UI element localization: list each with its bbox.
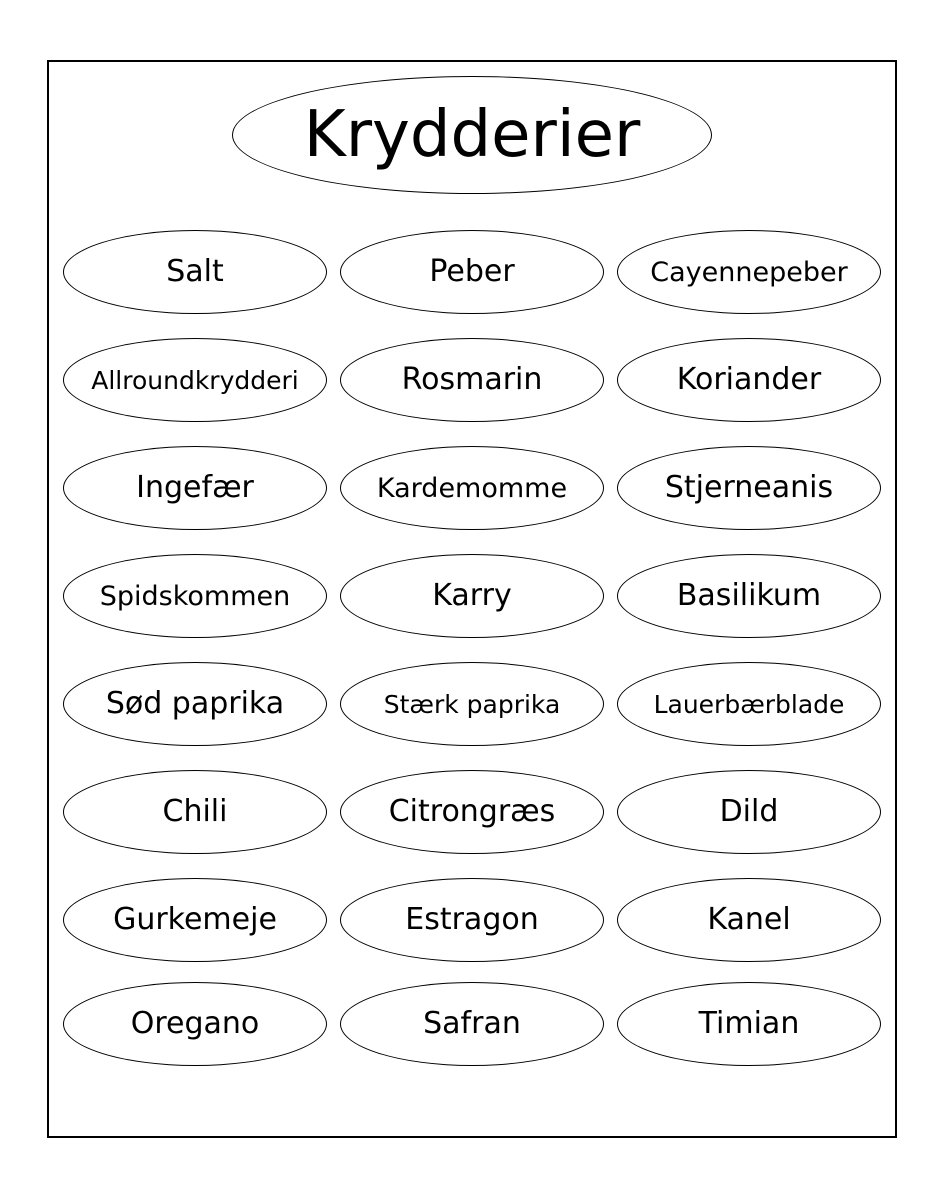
spice-label-oregano: [63, 982, 327, 1066]
spice-label-text: Peber: [429, 254, 515, 289]
spice-label-koriander: [617, 338, 881, 422]
spice-label-text: Chili: [162, 794, 228, 829]
spice-label-kardemomme: [340, 446, 604, 530]
spice-label-text: Estragon: [405, 902, 539, 937]
spice-label-sheet: [47, 60, 897, 1138]
spice-label-rosmarin: [340, 338, 604, 422]
spice-label-text: Citrongræs: [388, 794, 556, 829]
spice-label-basilikum: [617, 554, 881, 638]
spice-label-text: Spidskommen: [99, 580, 291, 612]
spice-label-chili: [63, 770, 327, 854]
page-title: Krydderier: [303, 98, 641, 172]
spice-label-text: Sød paprika: [105, 686, 285, 721]
spice-label-timian: [617, 982, 881, 1066]
spice-label-text: Karry: [432, 578, 512, 613]
spice-label-spidskommen: [63, 554, 327, 638]
spice-label-text: Salt: [166, 254, 224, 289]
spice-label-salt: [63, 230, 327, 314]
spice-label-text: Basilikum: [676, 578, 822, 613]
spice-label-staerk-paprika: [340, 662, 604, 746]
spice-label-karry: [340, 554, 604, 638]
spice-label-text: Rosmarin: [401, 362, 543, 397]
spice-label-text: Lauerbærblade: [653, 689, 845, 719]
spice-label-sod-paprika: [63, 662, 327, 746]
spice-label-kanel: [617, 878, 881, 962]
spice-label-stjerneanis: [617, 446, 881, 530]
spice-label-dild: [617, 770, 881, 854]
spice-label-ingefaer: [63, 446, 327, 530]
spice-label-lauerbaerblade: [617, 662, 881, 746]
spice-label-text: Kardemomme: [376, 472, 568, 504]
spice-label-text: Gurkemeje: [113, 902, 277, 937]
spice-label-text: Dild: [719, 794, 779, 829]
spice-label-text: Kanel: [707, 902, 791, 937]
spice-label-text: Koriander: [676, 362, 822, 397]
spice-label-citrongraes: [340, 770, 604, 854]
spice-label-allroundkrydderi: [63, 338, 327, 422]
spice-label-text: Oregano: [130, 1006, 260, 1041]
spice-label-text: Timian: [698, 1006, 800, 1041]
spice-label-cayennepeber: [617, 230, 881, 314]
spice-label-estragon: [340, 878, 604, 962]
spice-label-text: Allroundkrydderi: [91, 365, 299, 395]
spice-label-text: Safran: [423, 1006, 521, 1041]
spice-label-peber: [340, 230, 604, 314]
spice-label-text: Cayennepeber: [650, 256, 848, 288]
spice-label-text: Ingefær: [136, 470, 254, 505]
spice-label-text: Stærk paprika: [383, 689, 561, 719]
spice-label-safran: [340, 982, 604, 1066]
spice-label-gurkemeje: [63, 878, 327, 962]
spice-label-text: Stjerneanis: [664, 470, 834, 505]
title-label: [232, 76, 712, 194]
